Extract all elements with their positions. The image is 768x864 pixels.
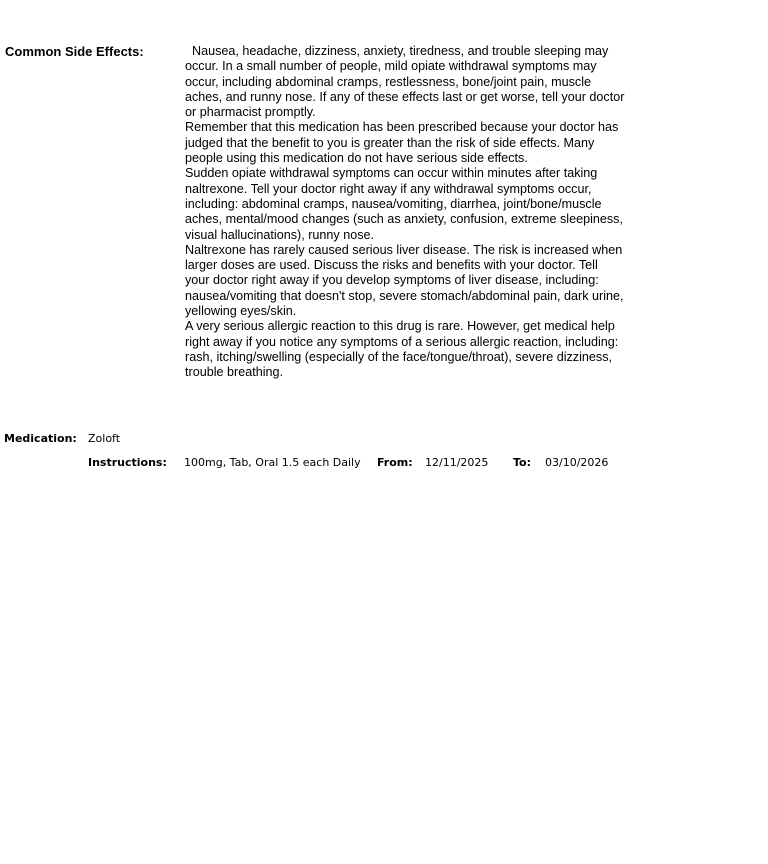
side-effects-paragraph: Naltrexone has rarely caused serious liver disease. The risk is increased when larger doses are used. Discuss the risks and benefits with your doctor. Tell your doctor right away if you develop symptoms of liver disease, including: nausea/vomiting that doesn't stop, severe stomach/abdominal pain, dark urine, yellowing eyes/skin. (185, 242, 624, 319)
instructions-value: 100mg, Tab, Oral 1.5 each Daily (184, 456, 361, 469)
side-effects-paragraph: A very serious allergic reaction to this drug is rare. However, get medical help right away if you notice any symptoms of a serious allergic reaction, including: rash, itching/swelling (especially of the face/tongue/throat), severe dizziness, trouble breathing. (185, 319, 619, 380)
medication-name: Zoloft (88, 432, 121, 445)
instructions-label: Instructions: (88, 456, 167, 469)
from-label: From: (377, 456, 413, 469)
side-effects-paragraph: Remember that this medication has been prescribed because your doctor has judged that the benefit to you is greater than the risk of side effects. Many people using this medication do not have serious side effects. (185, 120, 619, 166)
side-effects-paragraph: Nausea, headache, dizziness, anxiety, tiredness, and trouble sleeping may occur. In a small number of people, mild opiate withdrawal symptoms may occur, including abdominal cramps, restlessness, bone/joint pain, muscle aches, and runny nose. If any of these effects last or get worse, tell your doctor or pharmacist promptly. (185, 44, 625, 120)
side-effects-paragraph: Sudden opiate withdrawal symptoms can occur within minutes after taking naltrexone. Tell your doctor right away if any withdrawal symptoms occur, including: abdominal cramps, nausea/vomiting, diarrhea, joint/bone/muscle aches, mental/mood changes (such as anxiety, confusion, extreme sleepiness, visual hallucinations), runny nose. (185, 166, 623, 242)
medication-label: Medication: (4, 432, 77, 445)
to-label: To: (513, 456, 531, 469)
side-effects-text (185, 44, 625, 381)
to-date: 03/10/2026 (545, 456, 609, 469)
from-date: 12/11/2025 (425, 456, 489, 469)
side-effects-label: Common Side Effects: (5, 44, 144, 59)
